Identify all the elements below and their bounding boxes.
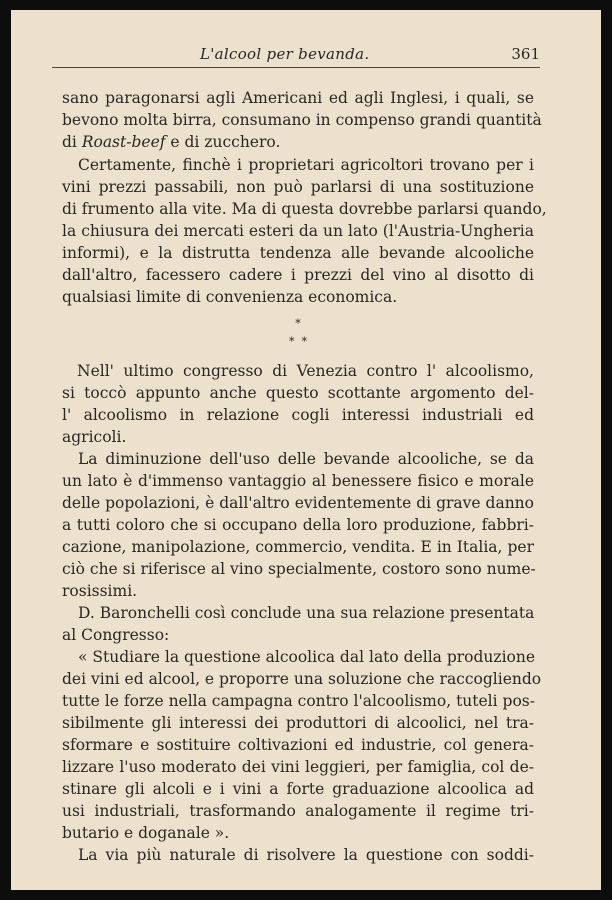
text-fragment: di <box>62 133 82 151</box>
text-line: vini prezzi passabili, non può parlarsi di una sostituzione <box>62 178 534 196</box>
text-line: ciò che si riferisce al vino specialmente, costoro sono nume- <box>62 560 536 578</box>
quote-line: « Studiare la questione alcoolica dal lato della produzione <box>78 648 536 666</box>
quote-line: lizzare l'uso moderato dei vini leggieri, per famiglia, col de- <box>62 758 534 776</box>
book-page <box>11 10 601 890</box>
text-line: agricoli. <box>62 428 127 446</box>
section-separator <box>285 317 311 348</box>
text-line: dall'altro, facessero cadere i prezzi del vino al disotto di <box>62 266 534 284</box>
quote-line: dei vini ed alcool, e proporre una soluzione che raccogliendo <box>62 670 542 688</box>
text-line: sano paragonarsi agli Americani ed agli Inglesi, i quali, se <box>62 89 534 107</box>
text-fragment: e di zucchero. <box>165 133 281 151</box>
text-line: Certamente, finchè i proprietari agricoltori trovano per i <box>78 156 534 174</box>
text-line: delle popolazioni, è dall'altro evidentemente di grave danno <box>62 494 534 512</box>
text-line: bevono molta birra, consumano in compenso grandi quantità <box>62 111 542 129</box>
text-line: si toccò appunto anche questo scottante argomento del- <box>62 384 534 402</box>
quote-line: tutte le forze nella campagna contro l'alcoolismo, tuteli pos- <box>62 692 535 710</box>
quote-line: butario e doganale ». <box>62 824 230 842</box>
quote-line: sformare e sostituire coltivazioni ed industrie, col genera- <box>62 736 534 754</box>
text-line: cazione, manipolazione, commercio, vendita. E in Italia, per <box>62 538 534 556</box>
quote-line: sibilmente gli interessi dei produttori di alcoolici, nel tra- <box>62 714 534 732</box>
separator-mark: * * <box>289 335 307 348</box>
page-number: 361 <box>511 45 540 63</box>
running-title: L'alcool per bevanda. <box>200 45 370 63</box>
text-line: al Congresso: <box>62 626 170 644</box>
text-line <box>62 131 534 153</box>
text-line: l' alcoolismo in relazione cogli interessi industriali ed <box>62 406 534 424</box>
separator-mark: * <box>295 317 301 330</box>
text-line: la chiusura dei mercati esteri da un lato (l'Austria-Ungheria <box>62 222 534 240</box>
text-line: Nell' ultimo congresso di Venezia contro l' alcoolismo, <box>77 362 534 380</box>
italic-term: Roast-beef <box>81 133 166 151</box>
text-line: La diminuzione dell'uso delle bevande alcooliche, se da <box>78 450 534 468</box>
quote-line: usi industriali, trasformando analogamente il regime tri- <box>62 802 534 820</box>
text-line: informi), e la distrutta tendenza alle bevande alcooliche <box>62 244 534 262</box>
text-line: rosissimi. <box>62 582 138 600</box>
text-line: un lato è d'immenso vantaggio al benessere fisico e morale <box>62 472 534 490</box>
text-line: a tutti coloro che si occupano della loro produzione, fabbri- <box>62 516 534 534</box>
running-header <box>52 43 540 67</box>
text-line: qualsiasi limite di convenienza economica. <box>62 288 398 306</box>
quote-line: stinare gli alcoli e i vini a forte graduazione alcoolica ad <box>62 780 534 798</box>
header-rule <box>52 67 540 68</box>
text-line: di frumento alla vite. Ma di questa dovrebbe parlarsi quando, <box>62 200 547 218</box>
text-line: La via più naturale di risolvere la questione con soddi- <box>78 846 534 864</box>
text-line: D. Baronchelli così conclude una sua relazione presentata <box>78 604 535 622</box>
